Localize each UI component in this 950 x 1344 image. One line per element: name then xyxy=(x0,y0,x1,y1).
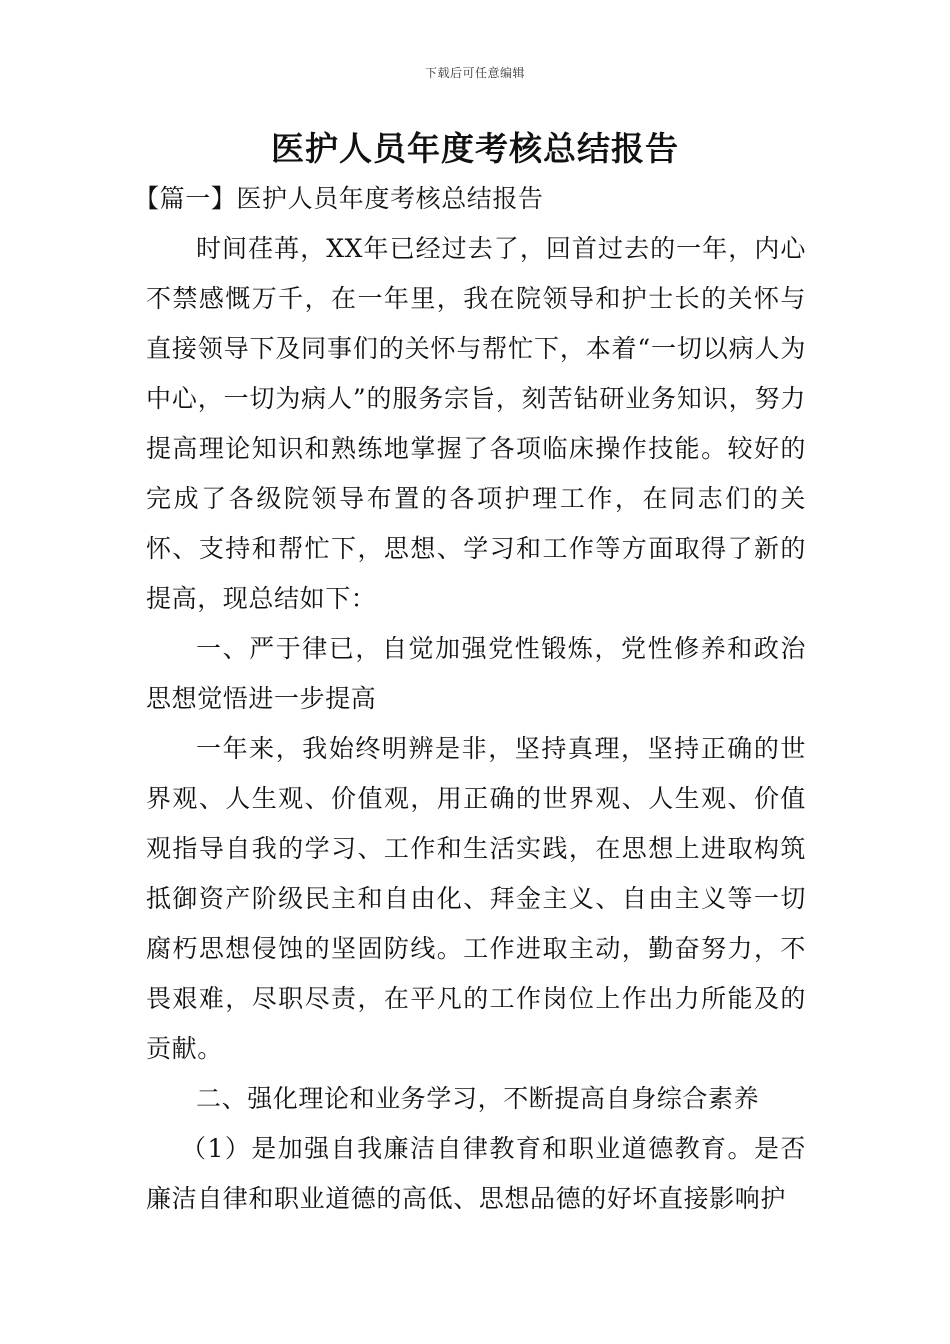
paragraph-intro: 时间荏苒，XX年已经过去了，回首过去的一年，内心不禁感慨万千，在一年里，我在院领导和护士长的关怀与直接领导下及同事们的关怀与帮忙下，本着“一切以病人为中心，一切为病人”的服务宗旨，刻苦钻研业务知识，努力提高理论知识和熟练地掌握了各项临床操作技能。较好的完成了各级院领导布置的各项护理工作，在同志们的关怀、支持和帮忙下，思想、学习和工作等方面取得了新的提高，现总结如下： xyxy=(146,234,806,613)
section-heading: 【篇一】医护人员年度考核总结报告 xyxy=(134,184,544,213)
paragraph-item-1: （1）是加强自我廉洁自律教育和职业道德教育。是否廉洁自律和职业道德的高低、思想品德的好坏直接影响护 xyxy=(146,1134,806,1213)
document-body xyxy=(134,174,806,1224)
paragraph-body-1: 一年来，我始终明辨是非，坚持真理，坚持正确的世界观、人生观、价值观，用正确的世界观、人生观、价值观指导自我的学习、工作和生活实践，在思想上进取构筑抵御资产阶级民主和自由化、拜金主义、自由主义等一切腐朽思想侵蚀的坚固防线。工作进取主动，勤奋努力，不畏艰难，尽职尽责，在平凡的工作岗位上作出力所能及的贡献。 xyxy=(146,734,806,1063)
paragraph-heading-1: 一、严于律已，自觉加强党性锻炼，党性修养和政治思想觉悟进一步提高 xyxy=(146,634,806,713)
document-title: 医护人员年度考核总结报告 xyxy=(271,129,679,168)
paragraph-heading-2: 二、强化理论和业务学习，不断提高自身综合素养 xyxy=(196,1084,760,1113)
header-note: 下载后可任意编辑 xyxy=(424,66,525,80)
